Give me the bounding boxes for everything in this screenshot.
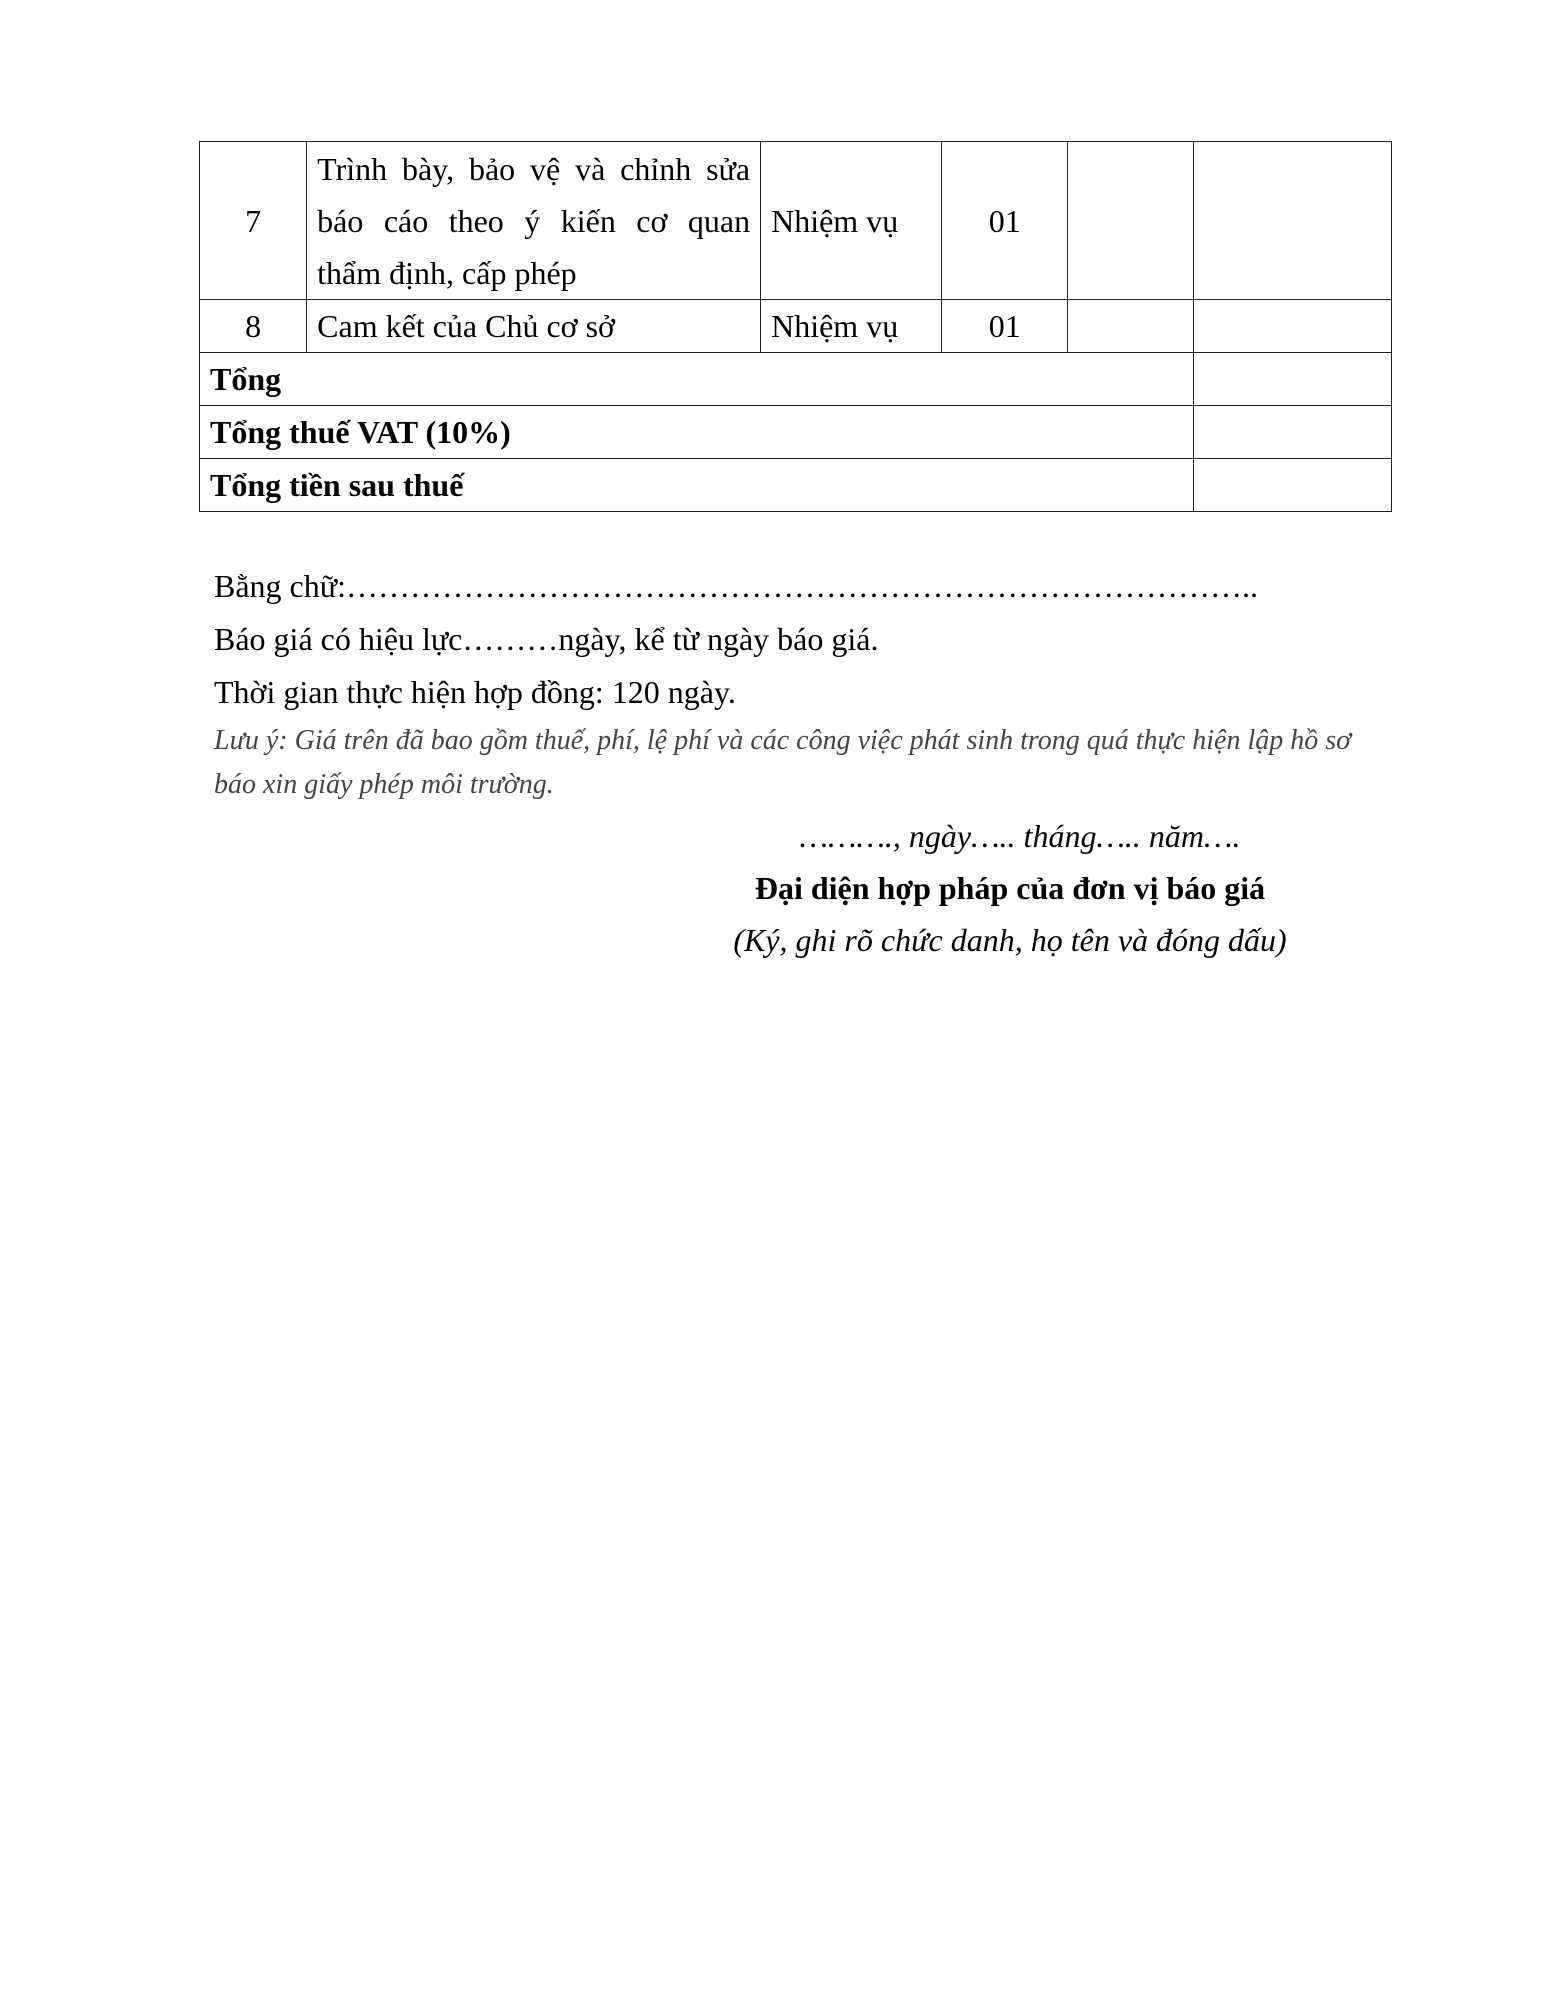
table-row <box>200 142 1392 300</box>
task-name-line: Trình bày, bảo vệ và chỉnh sửa <box>317 150 751 187</box>
unit-cell: Nhiệm vụ <box>761 142 942 300</box>
quantity-cell: 01 <box>942 142 1068 300</box>
task-name-line: báo cáo theo ý kiến cơ quan <box>317 202 751 239</box>
row-number: 8 <box>200 300 307 353</box>
quotation-table <box>199 141 1392 512</box>
task-name <box>307 142 761 300</box>
signature-block <box>680 810 1340 966</box>
subtotal-label: Tổng <box>200 353 1194 406</box>
remark-note: Lưu ý: Giá trên đã bao gồm thuế, phí, lệ phí và các công việc phát sinh trong quá thực hiện lập hồ sơ báo xin giấy phép môi trường. <box>214 725 1352 800</box>
unit-price-cell <box>1068 142 1193 300</box>
grand-total-row <box>200 459 1392 512</box>
amount-in-words: Bằng chữ:………………………………………………………………………….. <box>214 568 1258 604</box>
quote-notes <box>214 560 1394 807</box>
task-name <box>307 300 761 353</box>
task-name-line: thẩm định, cấp phép <box>317 254 577 291</box>
grand-total-value <box>1193 459 1391 512</box>
amount-cell <box>1193 300 1391 353</box>
subtotal-value <box>1193 353 1391 406</box>
signature-title: Đại diện hợp pháp của đơn vị báo giá <box>754 870 1266 906</box>
amount-cell <box>1193 142 1391 300</box>
task-name-line: Cam kết của Chủ cơ sở <box>317 308 615 344</box>
quantity-cell: 01 <box>942 300 1068 353</box>
vat-value <box>1193 406 1391 459</box>
signature-date: ………., ngày….. tháng….. năm…. <box>799 818 1241 854</box>
row-number: 7 <box>200 142 307 300</box>
table-row <box>200 300 1392 353</box>
validity-line: Báo giá có hiệu lực………ngày, kể từ ngày báo giá. <box>214 621 879 657</box>
signature-instruction: (Ký, ghi rõ chức danh, họ tên và đóng dấu) <box>733 922 1287 958</box>
grand-total-label: Tổng tiền sau thuế <box>200 459 1194 512</box>
subtotal-row <box>200 353 1392 406</box>
unit-cell: Nhiệm vụ <box>761 300 942 353</box>
vat-row <box>200 406 1392 459</box>
vat-label: Tổng thuế VAT (10%) <box>200 406 1194 459</box>
duration-line: Thời gian thực hiện hợp đồng: 120 ngày. <box>214 674 736 710</box>
unit-price-cell <box>1068 300 1193 353</box>
